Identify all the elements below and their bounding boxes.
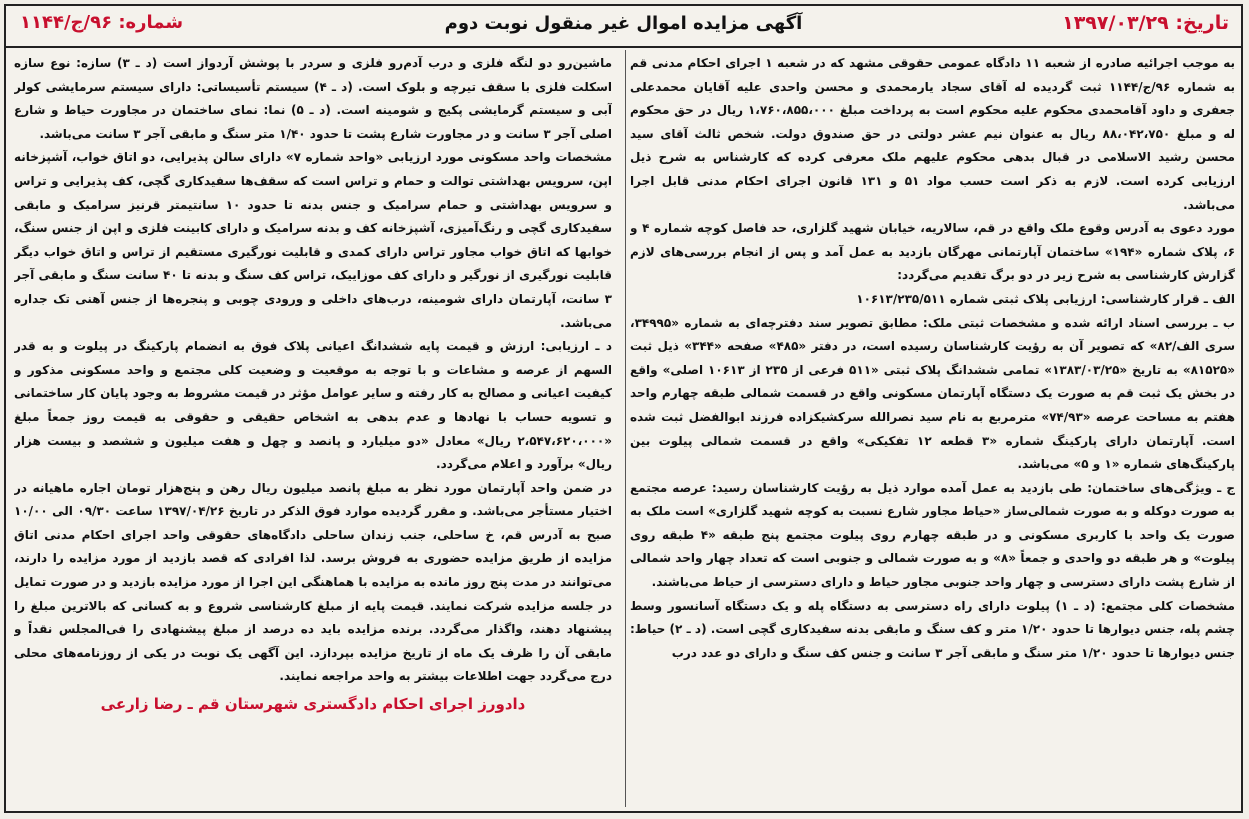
paragraph-building-features: ج ـ ویژگی‌های ساختمان: طی بازدید به عمل آمده موارد ذیل به رؤیت کارشناسان رسید: عرصه مجتمع به صورت دوکله و به صورت شمالی‌ساز «حیاط مجاور شارع نسبت به کوچه شهید گلزاری» است ملک به صورت یک واحد با کاربری مسکونی و در طبقه چهارم روی پیلوت مجتمع پنج طبقه «۴ طبقه روی پیلوت» و هر طبقه دو واحدی و جمعاً «۸» و به صورت شمالی و جنوبی است که تعداد چهار واحد شمالی از شارع پشت دارای دسترسی و چهار واحد جنوبی مجاور حیاط و دارای دسترسی از حیاط می‌باشند. [630,480,1235,590]
paragraph-property-address: مورد دعوی به آدرس وقوع ملک واقع در قم، سالاریه، خیابان شهید گلزاری، حد فاصل کوچه شماره ۴ و ۶، پلاک شماره «۱۹۴» ساختمان آپارتمانی مهرگان بازدید به عمل آمد و پس از انجام بررسی‌های لازم گزارش کارشناسی به شرح زیر در دو برگ تقدیم می‌گردد: [630,221,1235,283]
notice-page [4,4,1243,813]
notice-number: شماره: ۹۶/ج/۱۱۴۴ [20,12,184,33]
paragraph-execution-order: به موجب اجرائیه صادره از شعبه ۱۱ دادگاه عمومی حقوقی مشهد که در شعبه ۱ اجرای احکام مدنی قم به شماره ۹۶/ج/۱۱۴۴ ثبت گردیده له آقای سجاد یارمحمدی و محسن واحدی علیه آقایان محمدعلی جعفری و داود آقامحمدی محکوم علیه محکوم است به پرداخت مبلغ ۱،۷۶۰،۸۵۵،۰۰۰ ریال در حق محکوم له و مبلغ ۸۸،۰۴۲،۷۵۰ ریال به عنوان نیم عشر دولتی در حق صندوق دولت. شخص ثالث آقای سید محسن رشید الاسلامی در قبال بدهی محکوم علیهم ملک معرفی کرده که کارشناس به شرح ذیل ارزیابی کرده است. لازم به ذکر است حسب مواد ۵۱ و ۱۳۱ قانون اجرای احکام مدنی قابل اجرا می‌باشد. [630,56,1235,212]
paragraph-structure: ماشین‌رو دو لنگه فلزی و درب آدم‌رو فلزی و سردر با پوشش آردواز است (د ـ ۳) سازه: نوع سازه اسکلت فلزی با سقف تیرچه و بلوک است. (د ـ ۴) سیستم تأسیساتی: دارای سیستم سرمایشی کولر آبی و سیستم گرمایشی پکیج و شومینه است. (د ـ ۵) نما: نمای ساختمان در مجاورت حیاط و شارع اصلی آجر ۳ سانت و در مجاورت شارع پشت تا حدود ۱/۴۰ متر سنگ و مابقی آجر ۳ سانت می‌باشد. [14,56,612,141]
column-divider [625,50,626,807]
paragraph-expert-order: الف ـ قرار کارشناسی: ارزیابی پلاک ثبتی شماره ۱۰۶۱۳/۲۳۵/۵۱۱ [856,291,1235,306]
paragraph-auction-terms: در ضمن واحد آپارتمان مورد نظر به مبلغ پانصد میلیون ریال رهن و پنج‌هزار تومان اجاره ماهیانه در اختیار مستأجر می‌باشد. و مقرر گردیده موارد فوق الذکر در تاریخ ۱۳۹۷/۰۴/۲۶ ساعت ۰۹/۳۰ الی ۱۰/۰۰ صبح به آدرس قم، خ ساحلی، جنب زندان ساحلی دادگاه‌های حقوقی واحد اجرای احکام مدنی اتاق مزایده از طریق مزایده حضوری به فروش برسد. لذا افرادی که قصد بازدید از مورد مزایده را دارند، می‌توانند در مدت پنج روز مانده به مزایده با هماهنگی این اجرا از مورد مزایده بازدید و در صورت تمایل در جلسه مزایده شرکت نمایند. قیمت پایه از مبلغ کارشناسی شروع و به کسانی که بالاترین مبلغ را پیشنهاد دهند، واگذار می‌گردد. برنده مزایده باید ده درصد از مبلغ پیشنهادی را فی‌المجلس نقداً و مابقی آن را ظرف یک ماه از تاریخ مزایده بپردازد. این آگهی یک نوبت در یکی از روزنامه‌های محلی درج می‌گردد جهت اطلاعات بیشتر به واحد مراجعه نمایند. [14,480,612,684]
paragraph-complex-specs: مشخصات کلی مجتمع: (د ـ ۱) پیلوت دارای راه دسترسی به دستگاه پله و یک دستگاه آسانسور وسط چشم پله، جنس دیوارها تا حدود ۱/۲۰ متر و کف سنگ و مابقی بدنه سفیدکاری گچی است. (د ـ ۲) حیاط: جنس دیوارها تا حدود ۱/۲۰ متر سنگ و مابقی آجر ۳ سانت و جنس کف سنگ و دارای دو عدد درب [630,598,1235,660]
paragraph-unit-specs: مشخصات واحد مسکونی مورد ارزیابی «واحد شماره ۷» دارای سالن پذیرایی، دو اتاق خواب، آشپزخانه اپن، سرویس بهداشتی توالت و حمام و تراس است که سقف‌ها سفیدکاری گچی، کف پذیرایی و تراس و سرویس بهداشتی و حمام سرامیک و جنس بدنه تا حدود ۱۰ سانتیمتر قرنیز سرامیک و مابقی سفیدکاری گچی و رنگ‌آمیزی، آشپزخانه کف و بدنه سرامیک و دارای کابینت فلزی و اپن از جنس سنگ، خوابها که اتاق خواب مجاور تراس دارای کمدی و قابلیت نورگیری مستقیم از تراس و اتاق خواب دیگر قابلیت نورگیری از نورگیر و دارای کف موزاییک، تراس کف سنگ و بدنه تا ۴۰ سانت سنگ و مابقی آجر ۳ سانت، آپارتمان دارای شومینه، درب‌های داخلی و ورودی چوبی و پنجره‌ها از جنس آهنی تک جداره می‌باشد. [14,150,612,330]
right-column [630,52,1235,808]
signature: دادورز اجرای احکام دادگستری شهرستان قم ـ رضا زارعی [100,695,526,714]
notice-header [6,6,1241,48]
paragraph-valuation: د ـ ارزیابی: ارزش و قیمت پایه ششدانگ اعیانی پلاک فوق به انضمام پارکینگ در پیلوت و به قدر السهم از عرصه و مشاعات و با توجه به موقعیت و وضعیت کلی مجتمع و واحد مسکونی مذکور و کیفیت اعیانی و مصالح به کار رفته و سایر عوامل مؤثر در قیمت مشروط به وجود پایان کار ساختمانی و تسویه حساب با نهادها و عدم بدهی به اشخاص حقیقی و حقوقی به قیمت روز جمعاً مبلغ «۲،۵۴۷،۶۲۰،۰۰۰ ریال» معادل «دو میلیارد و پانصد و چهل و هفت میلیون و ششصد و بیست هزار ریال» برآورد و اعلام می‌گردد. [14,339,612,472]
left-column [14,52,612,808]
paragraph-registration: ب ـ بررسی اسناد ارائه شده و مشخصات ثبتی ملک: مطابق تصویر سند دفترچه‌ای به شماره «۳۴۹۹۵، سری الف/۸۲» که تصویر آن به رؤیت کارشناسان رسیده است، در دفتر «۴۸۵» صفحه «۳۴۴» ذیل ثبت «۸۱۵۲۵» به تاریخ «۱۳۸۳/۰۳/۲۵» تمامی ششدانگ پلاک ثبتی «۵۱۱ فرعی از ۲۳۵ از ۱۰۶۱۳ اصلی» واقع در بخش یک ثبت قم به صورت یک دستگاه آپارتمان مسکونی واقع در قسمت شمالی طبقه چهارم واحد هفتم به مساحت عرصه «۷۴/۹۳» مترمربع به نام سید نصرالله سرکشیکزاده فرزند ابوالفضل ثبت شده است. آپارتمان دارای پارکینگ شماره «۳ قطعه ۱۲ تفکیکی» واقع در قسمت شمالی پیلوت بین پارکینگ‌های شماره «۱ و ۵» می‌باشد. [630,315,1235,472]
notice-date: تاریخ: ۱۳۹۷/۰۳/۲۹ [1062,12,1229,34]
notice-title: آگهی مزایده اموال غیر منقول نوبت دوم [444,13,803,34]
